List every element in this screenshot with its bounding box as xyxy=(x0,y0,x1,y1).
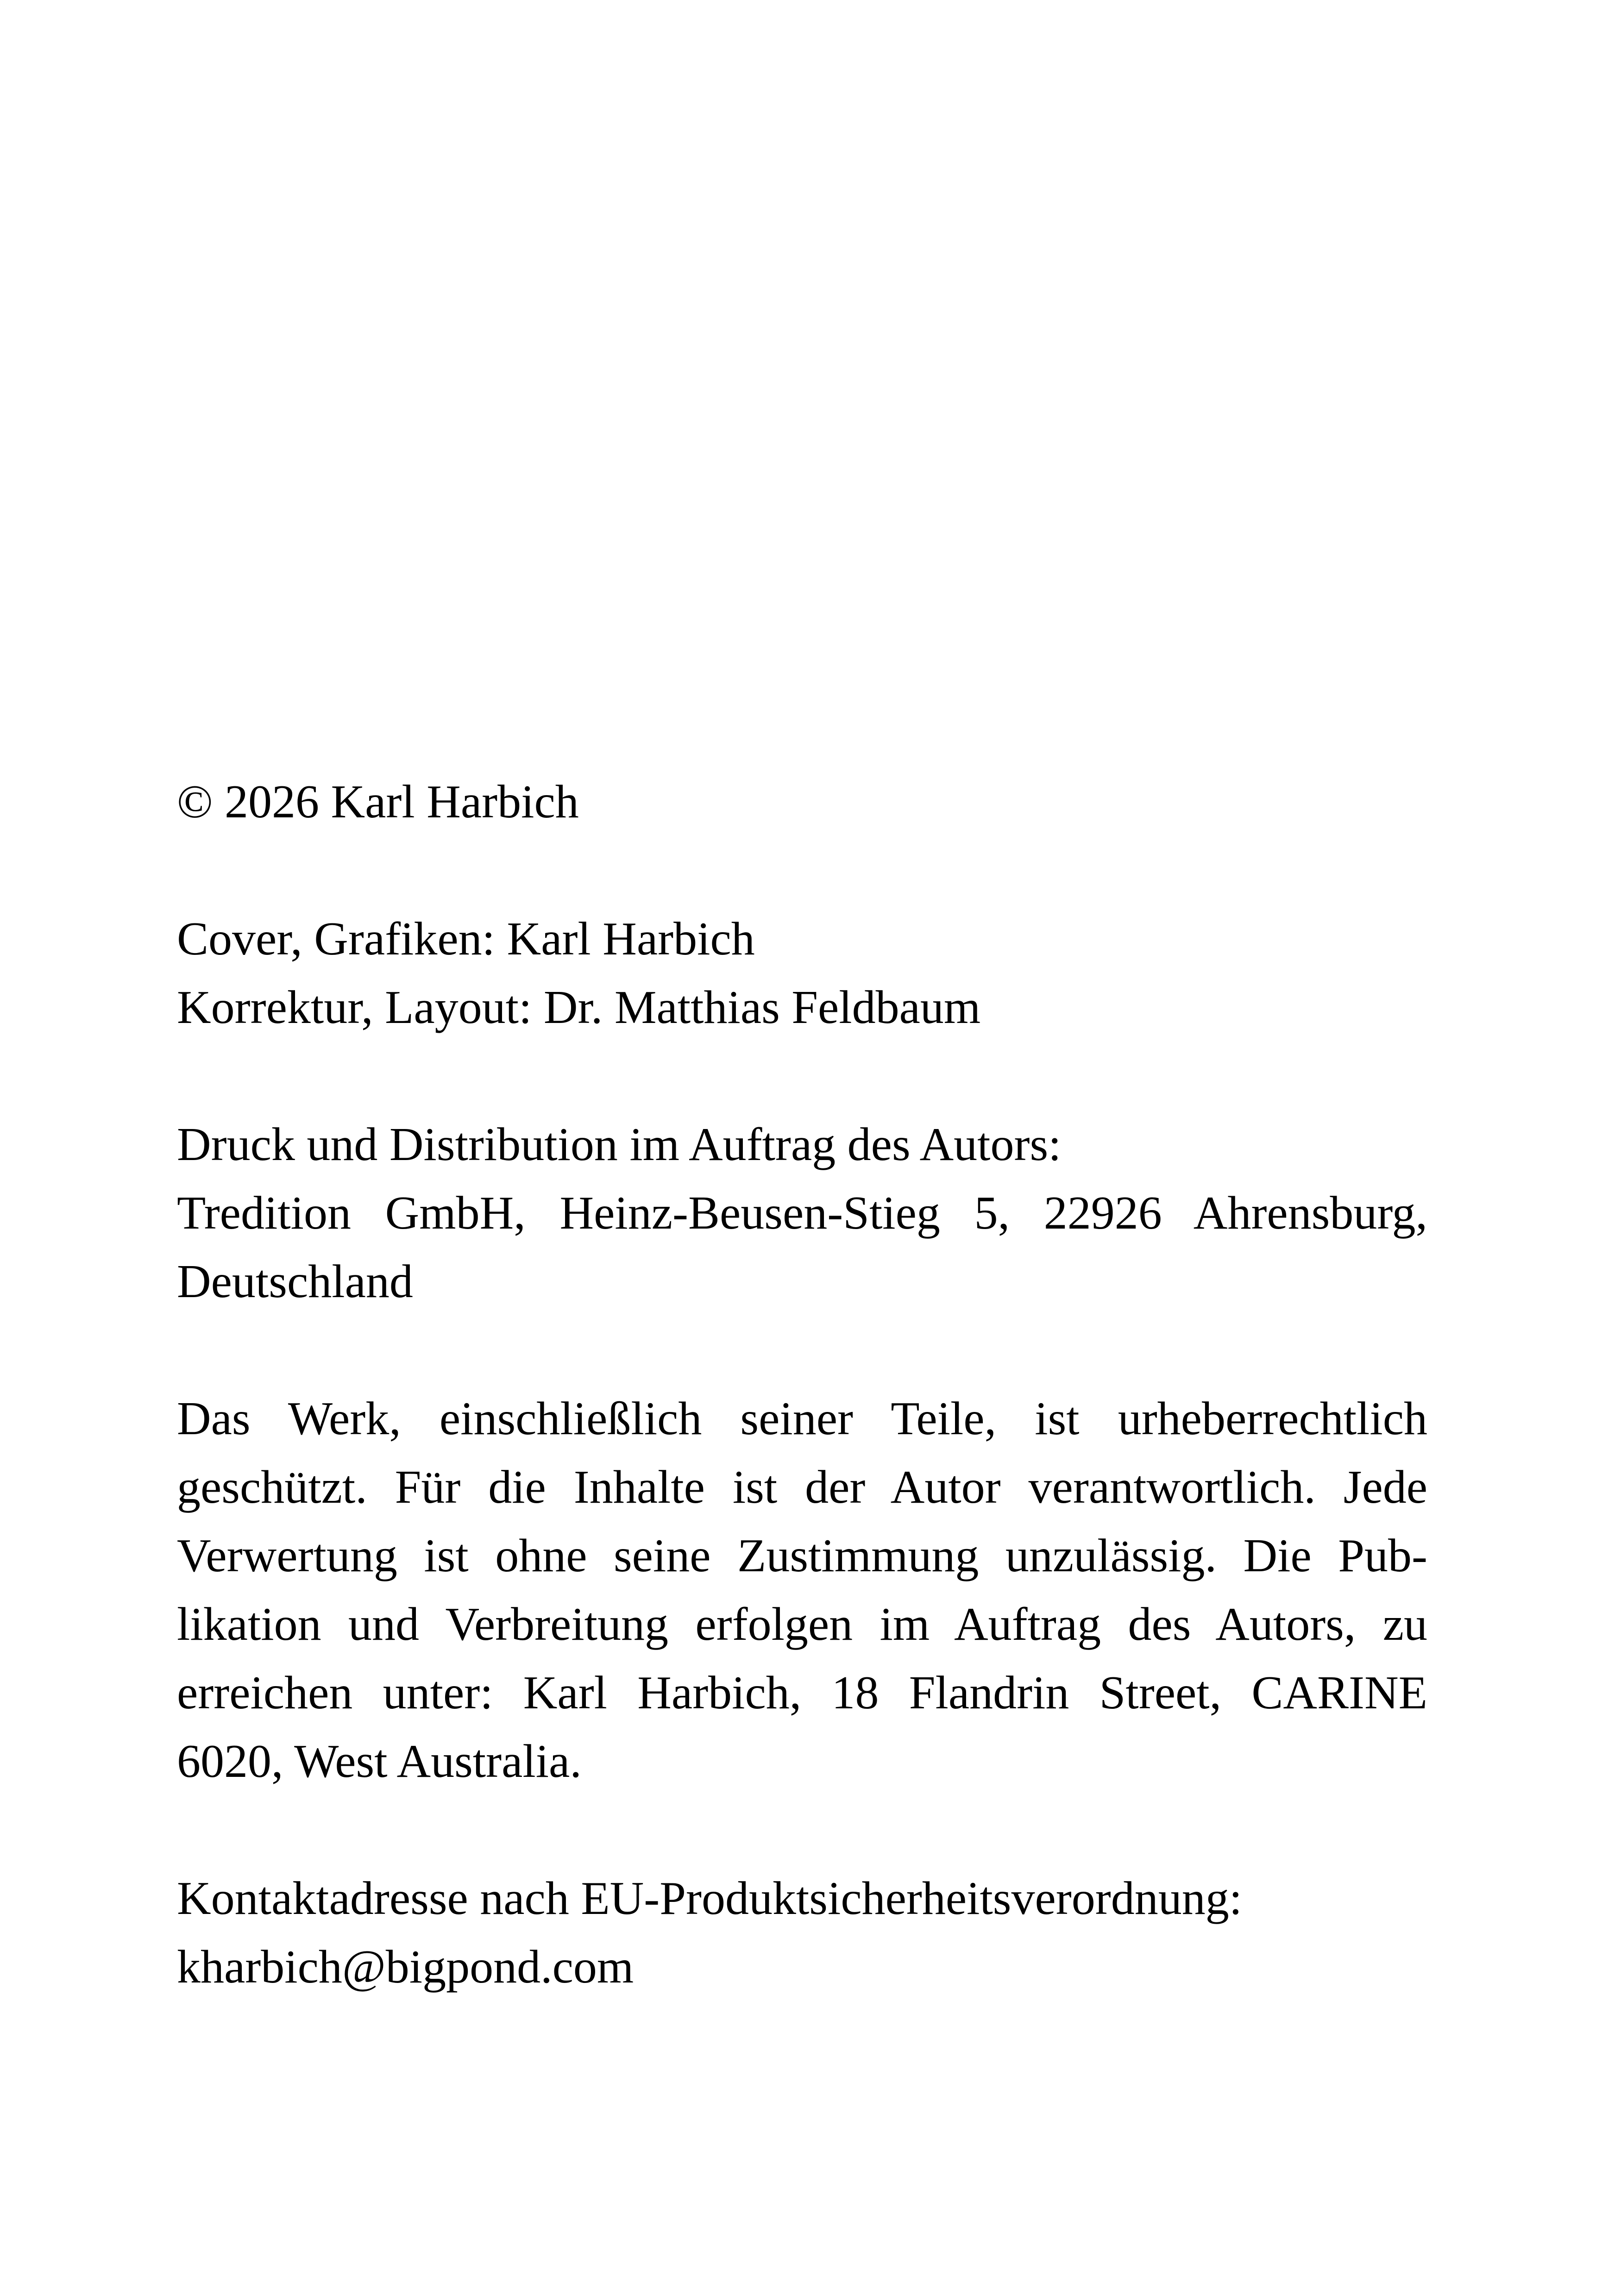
legal-notice-block xyxy=(177,1385,1427,1796)
legal-notice-line: Das Werk, einschließlich seiner Teile, ist urheberrechtlich xyxy=(177,1393,1427,1445)
print-distribution-block xyxy=(177,1110,1427,1316)
legal-notice-line: likation und Verbreitung erfolgen im Auftrag des Autors, zu xyxy=(177,1598,1427,1650)
legal-notice-line: Verwertung ist ohne seine Zustimmung unzulässig. Die Pub- xyxy=(177,1530,1427,1582)
contact-email: kharbich@bigpond.com xyxy=(177,1941,634,1993)
legal-notice-line: geschützt. Für die Inhalte ist der Autor verantwortlich. Jede xyxy=(177,1461,1427,1513)
publisher-address-line: Tredition GmbH, Heinz-Beusen-Stieg 5, 22926 Ahrensburg, xyxy=(177,1187,1427,1239)
credit-cover-line: Cover, Grafiken: Karl Harbich xyxy=(177,913,755,965)
credits-block xyxy=(177,905,1427,1042)
copyright-line: © 2026 Karl Harbich xyxy=(177,776,579,828)
contact-label: Kontaktadresse nach EU-Produktsicherheitsverordnung: xyxy=(177,1872,1243,1925)
print-distribution-line: Druck und Distribution im Auftrag des Autors: xyxy=(177,1118,1062,1171)
copyright-block xyxy=(177,768,1427,836)
imprint-content xyxy=(177,768,1427,2001)
legal-notice-line: 6020, West Australia. xyxy=(177,1735,582,1788)
contact-block xyxy=(177,1864,1427,2001)
legal-notice-line: erreichen unter: Karl Harbich, 18 Flandrin Street, CARINE xyxy=(177,1667,1427,1719)
publisher-country-line: Deutschland xyxy=(177,1255,413,1308)
credit-layout-line: Korrektur, Layout: Dr. Matthias Feldbaum xyxy=(177,981,981,1034)
